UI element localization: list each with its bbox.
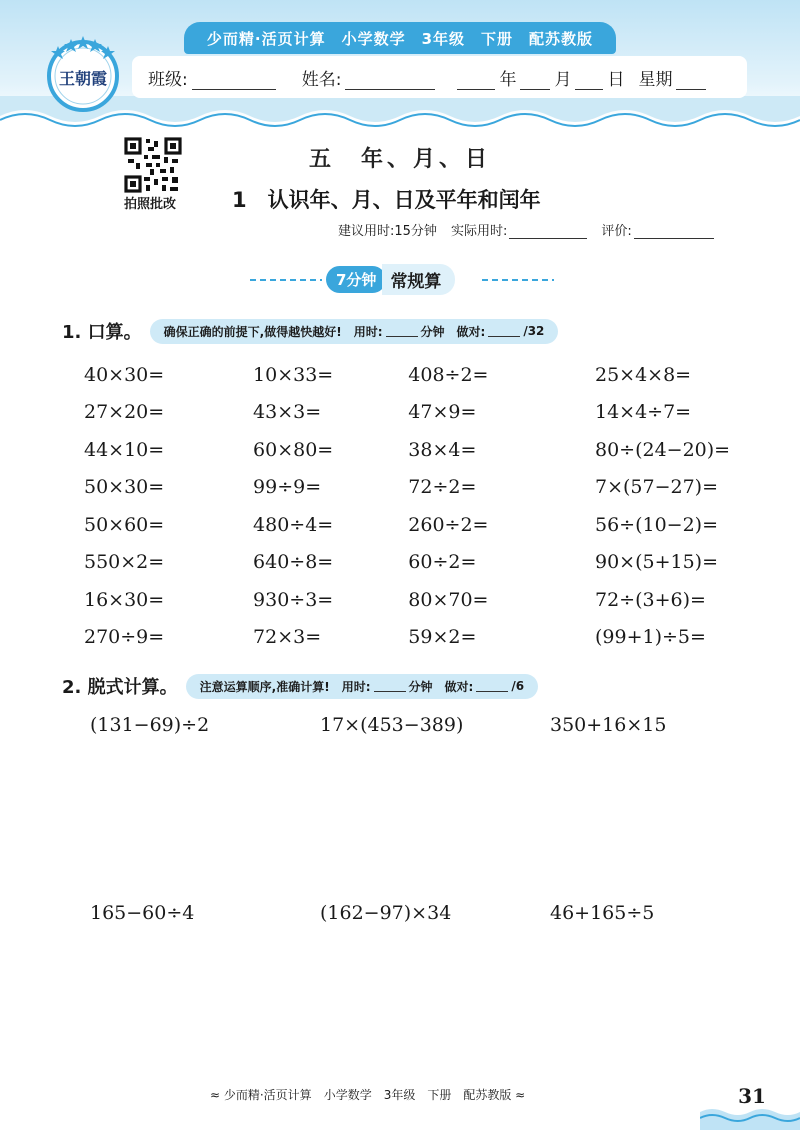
name-blank[interactable] [345, 72, 435, 90]
section2-correct-label: 做对: [444, 679, 474, 694]
section1-correct-blank[interactable] [488, 325, 520, 337]
time-info-row [338, 220, 722, 239]
oral-item: 27×20= [84, 401, 165, 424]
tag-deco-right [482, 279, 554, 281]
oral-item: 72×3= [253, 626, 322, 649]
oral-item: 80×70= [408, 588, 489, 611]
section1-correct-label: 做对: [456, 324, 486, 339]
oral-item: 480÷4= [253, 513, 334, 536]
unit-title: 五 年、月、日 [308, 147, 491, 172]
oral-row [84, 394, 764, 432]
oral-item: 408÷2= [408, 363, 489, 386]
step-calc-item: 350+16×15 [550, 714, 667, 736]
qr-label: 拍照批改 [124, 197, 177, 212]
oral-item: 60×80= [253, 438, 334, 461]
oral-item: 80÷(24−20)= [594, 438, 731, 461]
footer-grade: 3年级 [383, 1088, 416, 1102]
year-blank[interactable] [457, 72, 495, 90]
oral-item: 59×2= [408, 626, 477, 649]
suggested-time: 建议用时:15分钟 [338, 224, 437, 239]
section1-header [62, 318, 558, 344]
class-label: 班级: [148, 69, 188, 90]
tag-name: 常规算 [382, 264, 455, 295]
oral-item: 72÷(3+6)= [594, 588, 706, 611]
oral-row [84, 619, 764, 657]
oral-item: 50×30= [84, 476, 165, 499]
section1-time-label: 用时: [353, 324, 383, 339]
section1-tip-text: 确保正确的前提下,做得越快越好! [163, 324, 342, 339]
oral-item: 56÷(10−2)= [594, 513, 719, 536]
rating-label: 评价: [601, 224, 632, 239]
oral-item: 60÷2= [408, 551, 477, 574]
section1-title: 1. 口算。 [62, 322, 142, 343]
step-calc-item: 17×(453−389) [320, 714, 464, 736]
oral-item: 40×30= [84, 363, 165, 386]
oral-item: 10×33= [253, 363, 334, 386]
date-field[interactable] [453, 65, 624, 90]
section2-unit: 分钟 [408, 679, 433, 694]
day-blank[interactable] [575, 72, 603, 90]
footer [210, 1086, 525, 1103]
series-banner [184, 22, 616, 54]
oral-row [84, 506, 764, 544]
name-field[interactable] [302, 65, 440, 90]
step-calc-item: 165−60÷4 [90, 902, 195, 924]
section2-title: 2. 脱式计算。 [62, 677, 178, 698]
oral-item: 25×4×8= [594, 363, 692, 386]
step-calc-row [90, 714, 780, 736]
oral-item: 99÷9= [253, 476, 322, 499]
week-blank[interactable] [676, 72, 706, 90]
logo-text: 王朝霞 [58, 69, 108, 88]
footer-series: ≈ 少而精·活页计算 [210, 1088, 312, 1102]
oral-row [84, 356, 764, 394]
tag-deco-left [250, 279, 322, 281]
footer-edition: 配苏教版 ≈ [463, 1088, 526, 1102]
oral-item: 44×10= [84, 438, 165, 461]
page-number: 31 [738, 1084, 766, 1108]
actual-time-blank[interactable] [509, 225, 587, 239]
class-blank[interactable] [192, 72, 276, 90]
oral-item: 43×3= [253, 401, 322, 424]
day-label: 日 [607, 69, 625, 90]
section2-header [62, 673, 538, 699]
footer-subject: 小学数学 [323, 1088, 372, 1102]
oral-row [84, 431, 764, 469]
oral-item: 16×30= [84, 588, 165, 611]
oral-item: 38×4= [408, 438, 477, 461]
step-calc-item: (131−69)÷2 [90, 714, 210, 736]
section2-time-label: 用时: [341, 679, 371, 694]
month-blank[interactable] [520, 72, 550, 90]
weekday-field[interactable] [638, 65, 710, 90]
section2-tip-text: 注意运算顺序,准确计算! [199, 679, 330, 694]
step-calc-row [90, 902, 780, 924]
rating-blank[interactable] [634, 225, 714, 239]
oral-item: 550×2= [84, 551, 165, 574]
section2-correct-blank[interactable] [476, 680, 508, 692]
tag-badge: 7分钟 [326, 266, 386, 293]
oral-row [84, 544, 764, 582]
section1-time-blank[interactable] [386, 325, 418, 337]
name-label: 姓名: [301, 69, 342, 90]
year-label: 年 [499, 69, 517, 90]
section2-total: /6 [511, 679, 525, 693]
student-info-bar [132, 56, 747, 98]
section1-total: /32 [523, 324, 545, 338]
actual-time-label: 实际用时: [450, 224, 508, 239]
oral-item: 90×(5+15)= [594, 551, 719, 574]
step-calc-item: 46+165÷5 [550, 902, 655, 924]
oral-item: 930÷3= [253, 588, 334, 611]
section2-time-blank[interactable] [374, 680, 406, 692]
section-tag [326, 264, 455, 294]
class-field[interactable] [148, 65, 280, 90]
oral-item: 640÷8= [253, 551, 334, 574]
footer-volume: 下册 [427, 1088, 452, 1102]
oral-row [84, 469, 764, 507]
lesson-title: 1 认识年、月、日及平年和闰年 [232, 188, 541, 212]
oral-item: 50×60= [84, 513, 165, 536]
oral-item: 7×(57−27)= [594, 476, 719, 499]
step-calc-item: (162−97)×34 [320, 902, 452, 924]
oral-row [84, 581, 764, 619]
section1-tip [150, 319, 559, 344]
oral-item: 14×4÷7= [594, 401, 692, 424]
oral-item: 47×9= [408, 401, 477, 424]
section1-unit: 分钟 [420, 324, 445, 339]
oral-item: 260÷2= [408, 513, 489, 536]
week-label: 星期 [638, 69, 673, 90]
month-label: 月 [554, 69, 572, 90]
series-text: 少而精·活页计算 小学数学 3年级 下册 配苏教版 [206, 29, 594, 48]
oral-item: 72÷2= [408, 476, 477, 499]
oral-item: (99+1)÷5= [594, 626, 706, 649]
section2-tip [186, 674, 538, 699]
brand-logo [38, 34, 128, 114]
oral-item: 270÷9= [84, 626, 165, 649]
oral-calc-grid [84, 356, 764, 656]
